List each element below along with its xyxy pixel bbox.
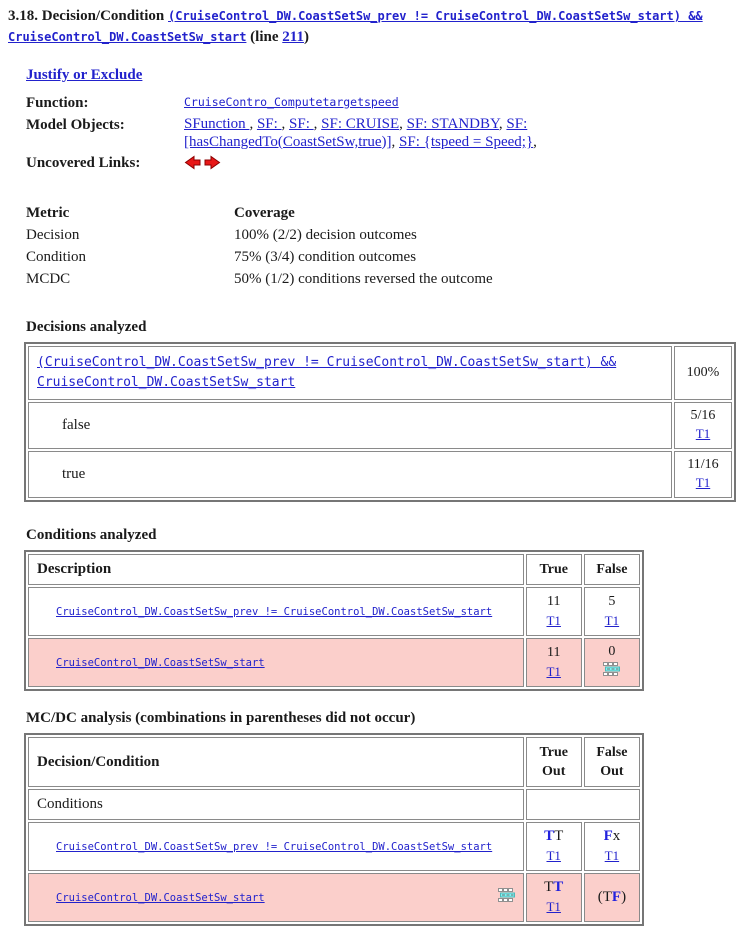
decision-percentage: 100% (674, 346, 732, 400)
metric-value: 50% (1/2) conditions reversed the outcome (234, 271, 493, 287)
test-link-t1[interactable]: T1 (604, 613, 620, 628)
decision-condition-header: Decision/Condition (28, 737, 524, 787)
table-row (28, 402, 732, 449)
condition-link[interactable]: CruiseControl_DW.CoastSetSw_prev != CruiseControl_DW.CoastSetSw_start (56, 606, 493, 618)
combination-letter: (T (597, 889, 612, 905)
false-out-combination (587, 888, 637, 907)
metric-row-decision (26, 224, 744, 246)
test-link-t1[interactable]: T1 (546, 848, 561, 863)
outcome-count: 11/16 (687, 457, 719, 472)
info-section (26, 93, 744, 176)
coverage-header: Coverage (234, 205, 295, 221)
model-objects-suffix: , (533, 134, 537, 150)
decision-expression-link[interactable]: (CruiseControl_DW.CoastSetSw_prev != CruiseControl_DW.CoastSetSw_start) && CruiseControl_DW.CoastSetSw_start (37, 355, 617, 390)
function-label: Function: (26, 95, 89, 111)
table-row (28, 822, 640, 871)
table-row (28, 451, 732, 498)
table-row (28, 587, 640, 636)
conditions-subheader: Conditions (28, 789, 524, 820)
metric-name: MCDC (26, 271, 71, 287)
table-row-highlighted (28, 638, 640, 687)
page-title (8, 6, 738, 48)
combination-letter: F (611, 889, 622, 905)
combination-letter: T (554, 828, 564, 844)
justify-or-exclude-link[interactable]: Justify or Exclude (26, 67, 143, 83)
condition-link[interactable]: CruiseControl_DW.CoastSetSw_start (56, 657, 265, 669)
metric-row-condition (26, 246, 744, 268)
test-link-t1[interactable]: T1 (695, 426, 711, 441)
metric-name: Decision (26, 227, 80, 243)
empty-cell (526, 789, 640, 820)
decisions-analyzed-title: Decisions analyzed (26, 319, 147, 335)
true-count: 11 (546, 594, 561, 609)
test-link-t1[interactable]: T1 (695, 475, 711, 490)
table-header-row (28, 737, 640, 787)
line-label-close: ) (303, 29, 309, 45)
model-object-link[interactable]: SF: [hasChangedTo(CoastSetSw,true)] (184, 116, 528, 150)
uncovered-links-label: Uncovered Links: (26, 155, 141, 171)
model-objects-label: Model Objects: (26, 117, 125, 133)
model-object-link[interactable]: SF: (256, 116, 282, 132)
metric-row-mcdc (26, 268, 744, 290)
red-arrow-left-icon[interactable] (184, 155, 201, 170)
combination-letter: ) (621, 889, 627, 905)
model-object-link[interactable]: SF: {tspeed = Speed;} (399, 134, 534, 150)
metric-summary (26, 202, 744, 290)
justify-grid-icon[interactable] (602, 661, 622, 682)
test-link-t1[interactable]: T1 (546, 664, 561, 679)
section-number-title: 3.18. Decision/Condition (8, 8, 165, 24)
table-row-highlighted (28, 873, 640, 922)
condition-link[interactable]: CruiseControl_DW.CoastSetSw_prev != CruiseControl_DW.CoastSetSw_start (56, 841, 493, 853)
conditions-analyzed-title: Conditions analyzed (26, 527, 157, 543)
metric-name: Condition (26, 249, 87, 265)
outcome-label-false: false (28, 402, 672, 449)
table-row (28, 346, 732, 400)
combination-letter: x (612, 828, 621, 844)
metric-value: 100% (2/2) decision outcomes (234, 227, 417, 243)
false-out-combination (587, 827, 637, 846)
conditions-table (24, 550, 644, 691)
model-object-links: SFunction , SF: , SF: , SF: CRUISE, SF: STANDBY, SF: [hasChangedTo(CoastSetSw,true)], SF: {tspeed = Speed;} (184, 116, 534, 150)
metric-header: Metric (26, 205, 70, 221)
table-header-row (28, 554, 640, 585)
test-link-t1[interactable]: T1 (546, 613, 561, 628)
uncovered-links-row (26, 153, 744, 176)
combination-letter: F (603, 828, 613, 844)
condition-link[interactable]: CruiseControl_DW.CoastSetSw_start (56, 891, 265, 904)
combination-letter: T (544, 879, 554, 895)
model-object-link[interactable]: SF: STANDBY (406, 116, 499, 132)
function-row (26, 93, 744, 113)
test-link-t1[interactable]: T1 (546, 899, 561, 914)
red-arrow-right-icon[interactable] (204, 155, 221, 170)
test-link-t1[interactable]: T1 (604, 848, 620, 863)
combination-letter: T (553, 879, 564, 895)
model-objects-row (26, 115, 744, 151)
model-object-link[interactable]: SF: CRUISE (321, 116, 400, 132)
table-subheader-row (28, 789, 640, 820)
outcome-count: 5/16 (690, 408, 716, 423)
line-label: (line (250, 29, 279, 45)
metric-value: 75% (3/4) condition outcomes (234, 249, 417, 265)
false-count: 0 (608, 644, 616, 659)
false-out-header: False Out (584, 737, 640, 787)
model-object-link[interactable]: SF: (289, 116, 314, 132)
true-count: 11 (546, 645, 561, 660)
combination-letter: T (544, 828, 555, 844)
true-out-combination (529, 878, 579, 897)
outcome-label-true: true (28, 451, 672, 498)
function-link[interactable]: CruiseContro_Computetargetspeed (184, 95, 399, 109)
model-object-link[interactable]: SFunction (184, 116, 250, 132)
true-out-combination (529, 827, 579, 846)
line-number-link[interactable]: 211 (282, 29, 304, 45)
description-header: Description (28, 554, 524, 585)
false-header: False (584, 554, 640, 585)
mcdc-analysis-title: MC/DC analysis (combinations in parentheses did not occur) (26, 710, 416, 726)
true-header: True (526, 554, 582, 585)
justify-grid-icon[interactable] (497, 887, 517, 908)
false-count: 5 (608, 594, 616, 609)
decisions-table (24, 342, 736, 502)
true-out-header: True Out (526, 737, 582, 787)
decision-expression-link[interactable]: (CruiseControl_DW.CoastSetSw_prev != CruiseControl_DW.CoastSetSw_start) && CruiseControl_DW.CoastSetSw_start (8, 9, 703, 44)
mcdc-table (24, 733, 644, 926)
